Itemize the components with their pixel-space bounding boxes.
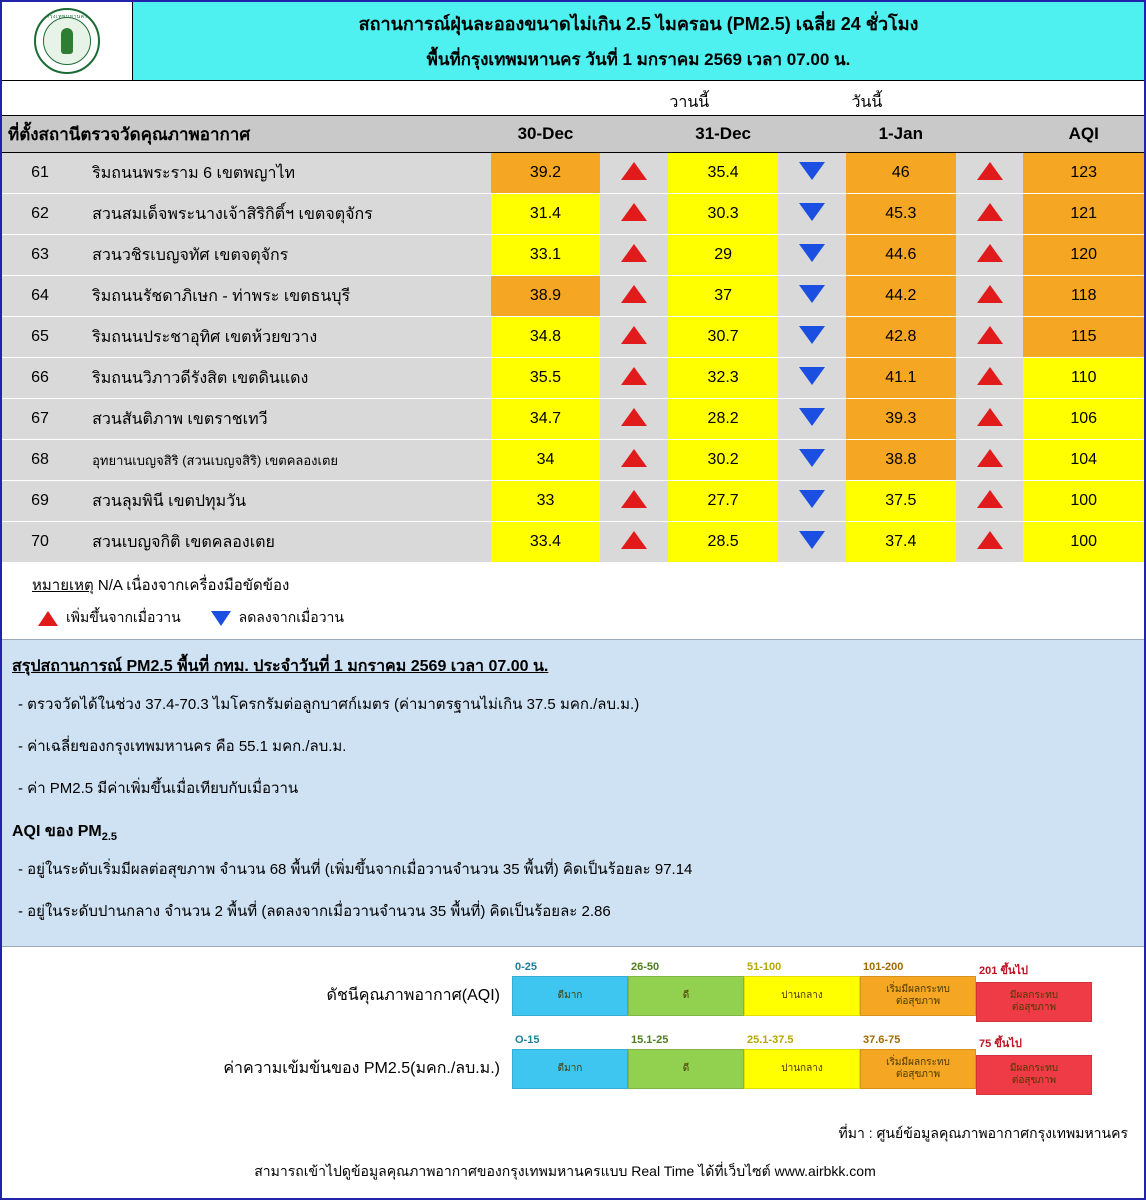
row-value-aqi: 123 [1023, 153, 1144, 194]
arrow-up-icon [977, 203, 1003, 221]
scale-bar: ดี [628, 1049, 744, 1089]
arrow-up-icon [977, 449, 1003, 467]
row-number: 67 [2, 399, 78, 440]
row-trend-1 [600, 153, 668, 194]
scale-segment [976, 1034, 1092, 1095]
arrow-down-icon [211, 611, 231, 626]
row-value-d2: 30.3 [668, 194, 778, 235]
row-trend-3 [956, 194, 1024, 235]
arrow-down-icon [799, 490, 825, 508]
row-value-d1: 33.1 [491, 235, 601, 276]
arrow-up-icon [621, 285, 647, 303]
scale-bar: ดีมาก [512, 976, 628, 1016]
arrow-up-icon [977, 367, 1003, 385]
row-value-d1: 34.7 [491, 399, 601, 440]
row-value-d2: 29 [668, 235, 778, 276]
row-value-d1: 33.4 [491, 522, 601, 563]
table-row [2, 276, 1144, 317]
row-number: 64 [2, 276, 78, 317]
column-header-aqi: AQI [1023, 116, 1144, 153]
scale-row [2, 961, 1144, 1022]
row-value-d1: 33 [491, 481, 601, 522]
row-trend-1 [600, 194, 668, 235]
row-number: 68 [2, 440, 78, 481]
scale-bar: เริ่มมีผลกระทบ ต่อสุขภาพ [860, 1049, 976, 1089]
note-text: N/A เนื่องจากเครื่องมือขัดข้อง [97, 577, 290, 594]
row-value-aqi: 110 [1023, 358, 1144, 399]
row-trend-3 [956, 235, 1024, 276]
header-titles [133, 2, 1144, 80]
scale-segment [976, 961, 1092, 1022]
summary-title: สรุปสถานการณ์ PM2.5 พื้นที่ กทม. ประจำวันที่ 1 มกราคม 2569 เวลา 07.00 น. [12, 658, 549, 675]
row-trend-3 [956, 440, 1024, 481]
station-table [2, 81, 1144, 563]
arrow-up-icon [977, 244, 1003, 262]
summary-panel [2, 639, 1144, 947]
column-header-d1: 30-Dec [491, 116, 601, 153]
scale-bar: ดี [628, 976, 744, 1016]
row-station-name: สวนสมเด็จพระนางเจ้าสิริกิติ์ฯ เขตจตุจักร [78, 194, 490, 235]
legend-up-text: เพิ่มขึ้นจากเมื่อวาน [66, 609, 181, 625]
row-number: 62 [2, 194, 78, 235]
row-trend-1 [600, 317, 668, 358]
row-trend-2 [778, 440, 846, 481]
row-value-aqi: 120 [1023, 235, 1144, 276]
column-header-d2: 31-Dec [668, 116, 778, 153]
row-value-d2: 37 [668, 276, 778, 317]
header-title-line2: พื้นที่กรุงเทพมหานคร วันที่ 1 มกราคม 2569 เวลา 07.00 น. [426, 50, 851, 69]
table-row [2, 399, 1144, 440]
summary-line-3: - ค่า PM2.5 มีค่าเพิ่มขึ้นเมื่อเทียบกับเมื่อวาน [18, 780, 299, 797]
aqi-heading-sub: 2.5 [101, 831, 117, 844]
row-value-aqi: 106 [1023, 399, 1144, 440]
row-value-d2: 30.7 [668, 317, 778, 358]
row-trend-1 [600, 358, 668, 399]
row-value-aqi: 100 [1023, 522, 1144, 563]
row-value-d3: 44.2 [846, 276, 956, 317]
row-trend-2 [778, 194, 846, 235]
row-station-name: สวนลุมพินี เขตปทุมวัน [78, 481, 490, 522]
scale-legends [2, 947, 1144, 1113]
row-value-aqi: 104 [1023, 440, 1144, 481]
arrow-up-icon [977, 408, 1003, 426]
row-trend-2 [778, 317, 846, 358]
row-number: 65 [2, 317, 78, 358]
arrow-down-icon [799, 367, 825, 385]
row-value-d1: 34.8 [491, 317, 601, 358]
arrow-down-icon [799, 285, 825, 303]
row-number: 69 [2, 481, 78, 522]
scale-row [2, 1034, 1144, 1095]
row-trend-3 [956, 317, 1024, 358]
day-label-prev: วานนี้ [600, 81, 778, 116]
scale-bar: มีผลกระทบ ต่อสุขภาพ [976, 1055, 1092, 1095]
arrow-down-icon [799, 449, 825, 467]
logo-container [2, 2, 133, 80]
arrow-down-icon [799, 162, 825, 180]
scale-label: ดัชนีคุณภาพอากาศ(AQI) [326, 987, 500, 1004]
spacer-cell [778, 116, 846, 153]
arrow-up-icon [977, 531, 1003, 549]
row-trend-3 [956, 276, 1024, 317]
row-value-d3: 39.3 [846, 399, 956, 440]
table-row [2, 235, 1144, 276]
row-value-d2: 30.2 [668, 440, 778, 481]
arrow-up-icon [621, 367, 647, 385]
row-trend-2 [778, 276, 846, 317]
arrow-up-icon [621, 326, 647, 344]
row-trend-2 [778, 358, 846, 399]
arrow-up-icon [977, 285, 1003, 303]
scale-segment [628, 1034, 744, 1095]
spacer-cell [491, 81, 601, 116]
row-trend-2 [778, 522, 846, 563]
column-header-station: ที่ตั้งสถานีตรวจวัดคุณภาพอากาศ [2, 116, 491, 153]
row-value-d1: 38.9 [491, 276, 601, 317]
scale-range-label: 25.1-37.5 [747, 1034, 794, 1046]
footer-source: ที่มา : ศูนย์ข้อมูลคุณภาพอากาศกรุงเทพมหานคร [838, 1125, 1128, 1141]
spacer-cell [1023, 81, 1144, 116]
row-value-d2: 35.4 [668, 153, 778, 194]
row-value-d2: 28.5 [668, 522, 778, 563]
spacer-cell [78, 81, 490, 116]
scale-range-label: 201 ขึ้นไป [979, 965, 1028, 977]
row-trend-1 [600, 481, 668, 522]
scale-segment [628, 961, 744, 1022]
row-station-name: ริมถนนวิภาวดีรังสิต เขตดินแดง [78, 358, 490, 399]
row-number: 63 [2, 235, 78, 276]
row-value-d1: 39.2 [491, 153, 601, 194]
row-trend-3 [956, 399, 1024, 440]
row-trend-1 [600, 235, 668, 276]
row-station-name: อุทยานเบญจสิริ (สวนเบญจสิริ) เขตคลองเตย [78, 440, 490, 481]
arrow-up-icon [621, 408, 647, 426]
arrow-up-icon [621, 162, 647, 180]
row-trend-2 [778, 153, 846, 194]
row-value-d2: 27.7 [668, 481, 778, 522]
row-trend-2 [778, 235, 846, 276]
row-value-d2: 28.2 [668, 399, 778, 440]
row-value-d3: 37.5 [846, 481, 956, 522]
scale-segment [860, 1034, 976, 1095]
logo-inner [43, 17, 91, 65]
bangkok-seal-icon [34, 8, 100, 74]
row-trend-2 [778, 399, 846, 440]
arrow-down-icon [799, 244, 825, 262]
row-value-d3: 45.3 [846, 194, 956, 235]
spacer-cell [600, 116, 668, 153]
scale-range-label: 51-100 [747, 961, 782, 973]
scale-bar: เริ่มมีผลกระทบ ต่อสุขภาพ [860, 976, 976, 1016]
scale-label: ค่าความเข้มข้นของ PM2.5(มคก./ลบ.ม.) [223, 1060, 500, 1077]
aqi-heading [2, 809, 1144, 848]
row-trend-3 [956, 358, 1024, 399]
summary-line-1: - ตรวจวัดได้ในช่วง 37.4-70.3 ไมโครกรัมต่อลูกบาศก์เมตร (ค่ามาตรฐานไม่เกิน 37.5 มคก./ลบ.ม.) [18, 696, 640, 713]
scale-range-label: O-15 [515, 1034, 540, 1046]
table-row [2, 522, 1144, 563]
summary-line-4: - อยู่ในระดับเริ่มมีผลต่อสุขภาพ จำนวน 68 พื้นที่ (เพิ่มขึ้นจากเมื่อวานจำนวน 35 พื้นที่) คิดเป็นร้อยละ 97.14 [18, 861, 693, 878]
arrow-up-icon [621, 531, 647, 549]
row-number: 61 [2, 153, 78, 194]
footer-realtime: สามารถเข้าไปดูข้อมูลคุณภาพอากาศของกรุงเทพมหานครแบบ Real Time ได้ที่เว็บไซต์ www.airbkk.com [254, 1163, 876, 1179]
row-value-aqi: 100 [1023, 481, 1144, 522]
row-trend-1 [600, 276, 668, 317]
row-value-d3: 38.8 [846, 440, 956, 481]
report-header [2, 2, 1144, 81]
row-value-d1: 31.4 [491, 194, 601, 235]
logo-figure [61, 28, 73, 54]
row-value-d2: 32.3 [668, 358, 778, 399]
column-header-d3: 1-Jan [846, 116, 956, 153]
row-station-name: ริมถนนประชาอุทิศ เขตห้วยขวาง [78, 317, 490, 358]
row-number: 70 [2, 522, 78, 563]
table-body [2, 153, 1144, 563]
spacer-cell [2, 81, 78, 116]
arrow-up-icon [977, 490, 1003, 508]
row-station-name: ริมถนนรัชดาภิเษก - ท่าพระ เขตธนบุรี [78, 276, 490, 317]
summary-line-5: - อยู่ในระดับปานกลาง จำนวน 2 พื้นที่ (ลดลงจากเมื่อวานจำนวน 35 พื้นที่) คิดเป็นร้อยละ 2.86 [18, 903, 611, 920]
row-value-d1: 34 [491, 440, 601, 481]
row-trend-3 [956, 481, 1024, 522]
legend-down-text: ลดลงจากเมื่อวาน [238, 609, 344, 625]
logo-top-text: กรุงเทพมหานคร [46, 14, 88, 20]
row-station-name: สวนเบญจกิติ เขตคลองเตย [78, 522, 490, 563]
row-value-aqi: 118 [1023, 276, 1144, 317]
arrow-down-icon [799, 531, 825, 549]
row-value-aqi: 115 [1023, 317, 1144, 358]
scale-range-label: 75 ขึ้นไป [979, 1038, 1022, 1050]
row-trend-3 [956, 153, 1024, 194]
spacer-cell [956, 81, 1024, 116]
table-row [2, 317, 1144, 358]
scale-segment [512, 1034, 628, 1095]
scale-bar: ปานกลาง [744, 1049, 860, 1089]
arrow-up-icon [977, 162, 1003, 180]
scale-bars [512, 1034, 1092, 1095]
table-row [2, 440, 1144, 481]
station-table-wrap [2, 81, 1144, 563]
row-value-d3: 37.4 [846, 522, 956, 563]
row-number: 66 [2, 358, 78, 399]
scale-range-label: 26-50 [631, 961, 660, 973]
scale-segment [860, 961, 976, 1022]
scale-bar: มีผลกระทบ ต่อสุขภาพ [976, 982, 1092, 1022]
row-trend-3 [956, 522, 1024, 563]
day-label-today: วันนี้ [778, 81, 956, 116]
header-title-line1: สถานการณ์ฝุ่นละอองขนาดไม่เกิน 2.5 ไมครอน (PM2.5) เฉลี่ย 24 ชั่วโมง [358, 14, 919, 34]
scale-segment [744, 1034, 860, 1095]
aqi-heading-main: AQI ของ PM [12, 823, 102, 840]
scale-range-label: 101-200 [863, 961, 904, 973]
table-row [2, 358, 1144, 399]
scale-range-label: 37.6-75 [863, 1034, 901, 1046]
arrow-down-icon [799, 408, 825, 426]
scale-segment [744, 961, 860, 1022]
spacer-cell [956, 116, 1024, 153]
table-row [2, 194, 1144, 235]
row-value-d3: 41.1 [846, 358, 956, 399]
row-value-aqi: 121 [1023, 194, 1144, 235]
row-trend-1 [600, 399, 668, 440]
table-row [2, 153, 1144, 194]
row-trend-1 [600, 522, 668, 563]
note-label: หมายเหตุ [32, 577, 94, 594]
arrow-up-icon [621, 244, 647, 262]
table-row [2, 481, 1144, 522]
arrow-down-icon [799, 203, 825, 221]
footer [2, 1113, 1144, 1189]
arrow-up-icon [38, 611, 58, 626]
scale-segment [512, 961, 628, 1022]
legend-arrows [2, 601, 1144, 639]
day-label-row [2, 81, 1144, 116]
arrow-up-icon [621, 490, 647, 508]
table-header-row [2, 116, 1144, 153]
scale-bars [512, 961, 1092, 1022]
scale-range-label: 15.1-25 [631, 1034, 669, 1046]
arrow-up-icon [977, 326, 1003, 344]
scale-bar: ดีมาก [512, 1049, 628, 1089]
row-trend-2 [778, 481, 846, 522]
row-station-name: ริมถนนพระราม 6 เขตพญาไท [78, 153, 490, 194]
scale-bar: ปานกลาง [744, 976, 860, 1016]
arrow-up-icon [621, 203, 647, 221]
row-value-d3: 46 [846, 153, 956, 194]
arrow-up-icon [621, 449, 647, 467]
row-value-d3: 44.6 [846, 235, 956, 276]
row-value-d1: 35.5 [491, 358, 601, 399]
arrow-down-icon [799, 326, 825, 344]
note-line [2, 563, 1144, 601]
row-value-d3: 42.8 [846, 317, 956, 358]
summary-line-2: - ค่าเฉลี่ยของกรุงเทพมหานคร คือ 55.1 มคก./ลบ.ม. [18, 738, 347, 755]
row-trend-1 [600, 440, 668, 481]
scale-range-label: 0-25 [515, 961, 538, 973]
row-station-name: สวนวชิรเบญจทัศ เขตจตุจักร [78, 235, 490, 276]
row-station-name: สวนสันติภาพ เขตราชเทวี [78, 399, 490, 440]
